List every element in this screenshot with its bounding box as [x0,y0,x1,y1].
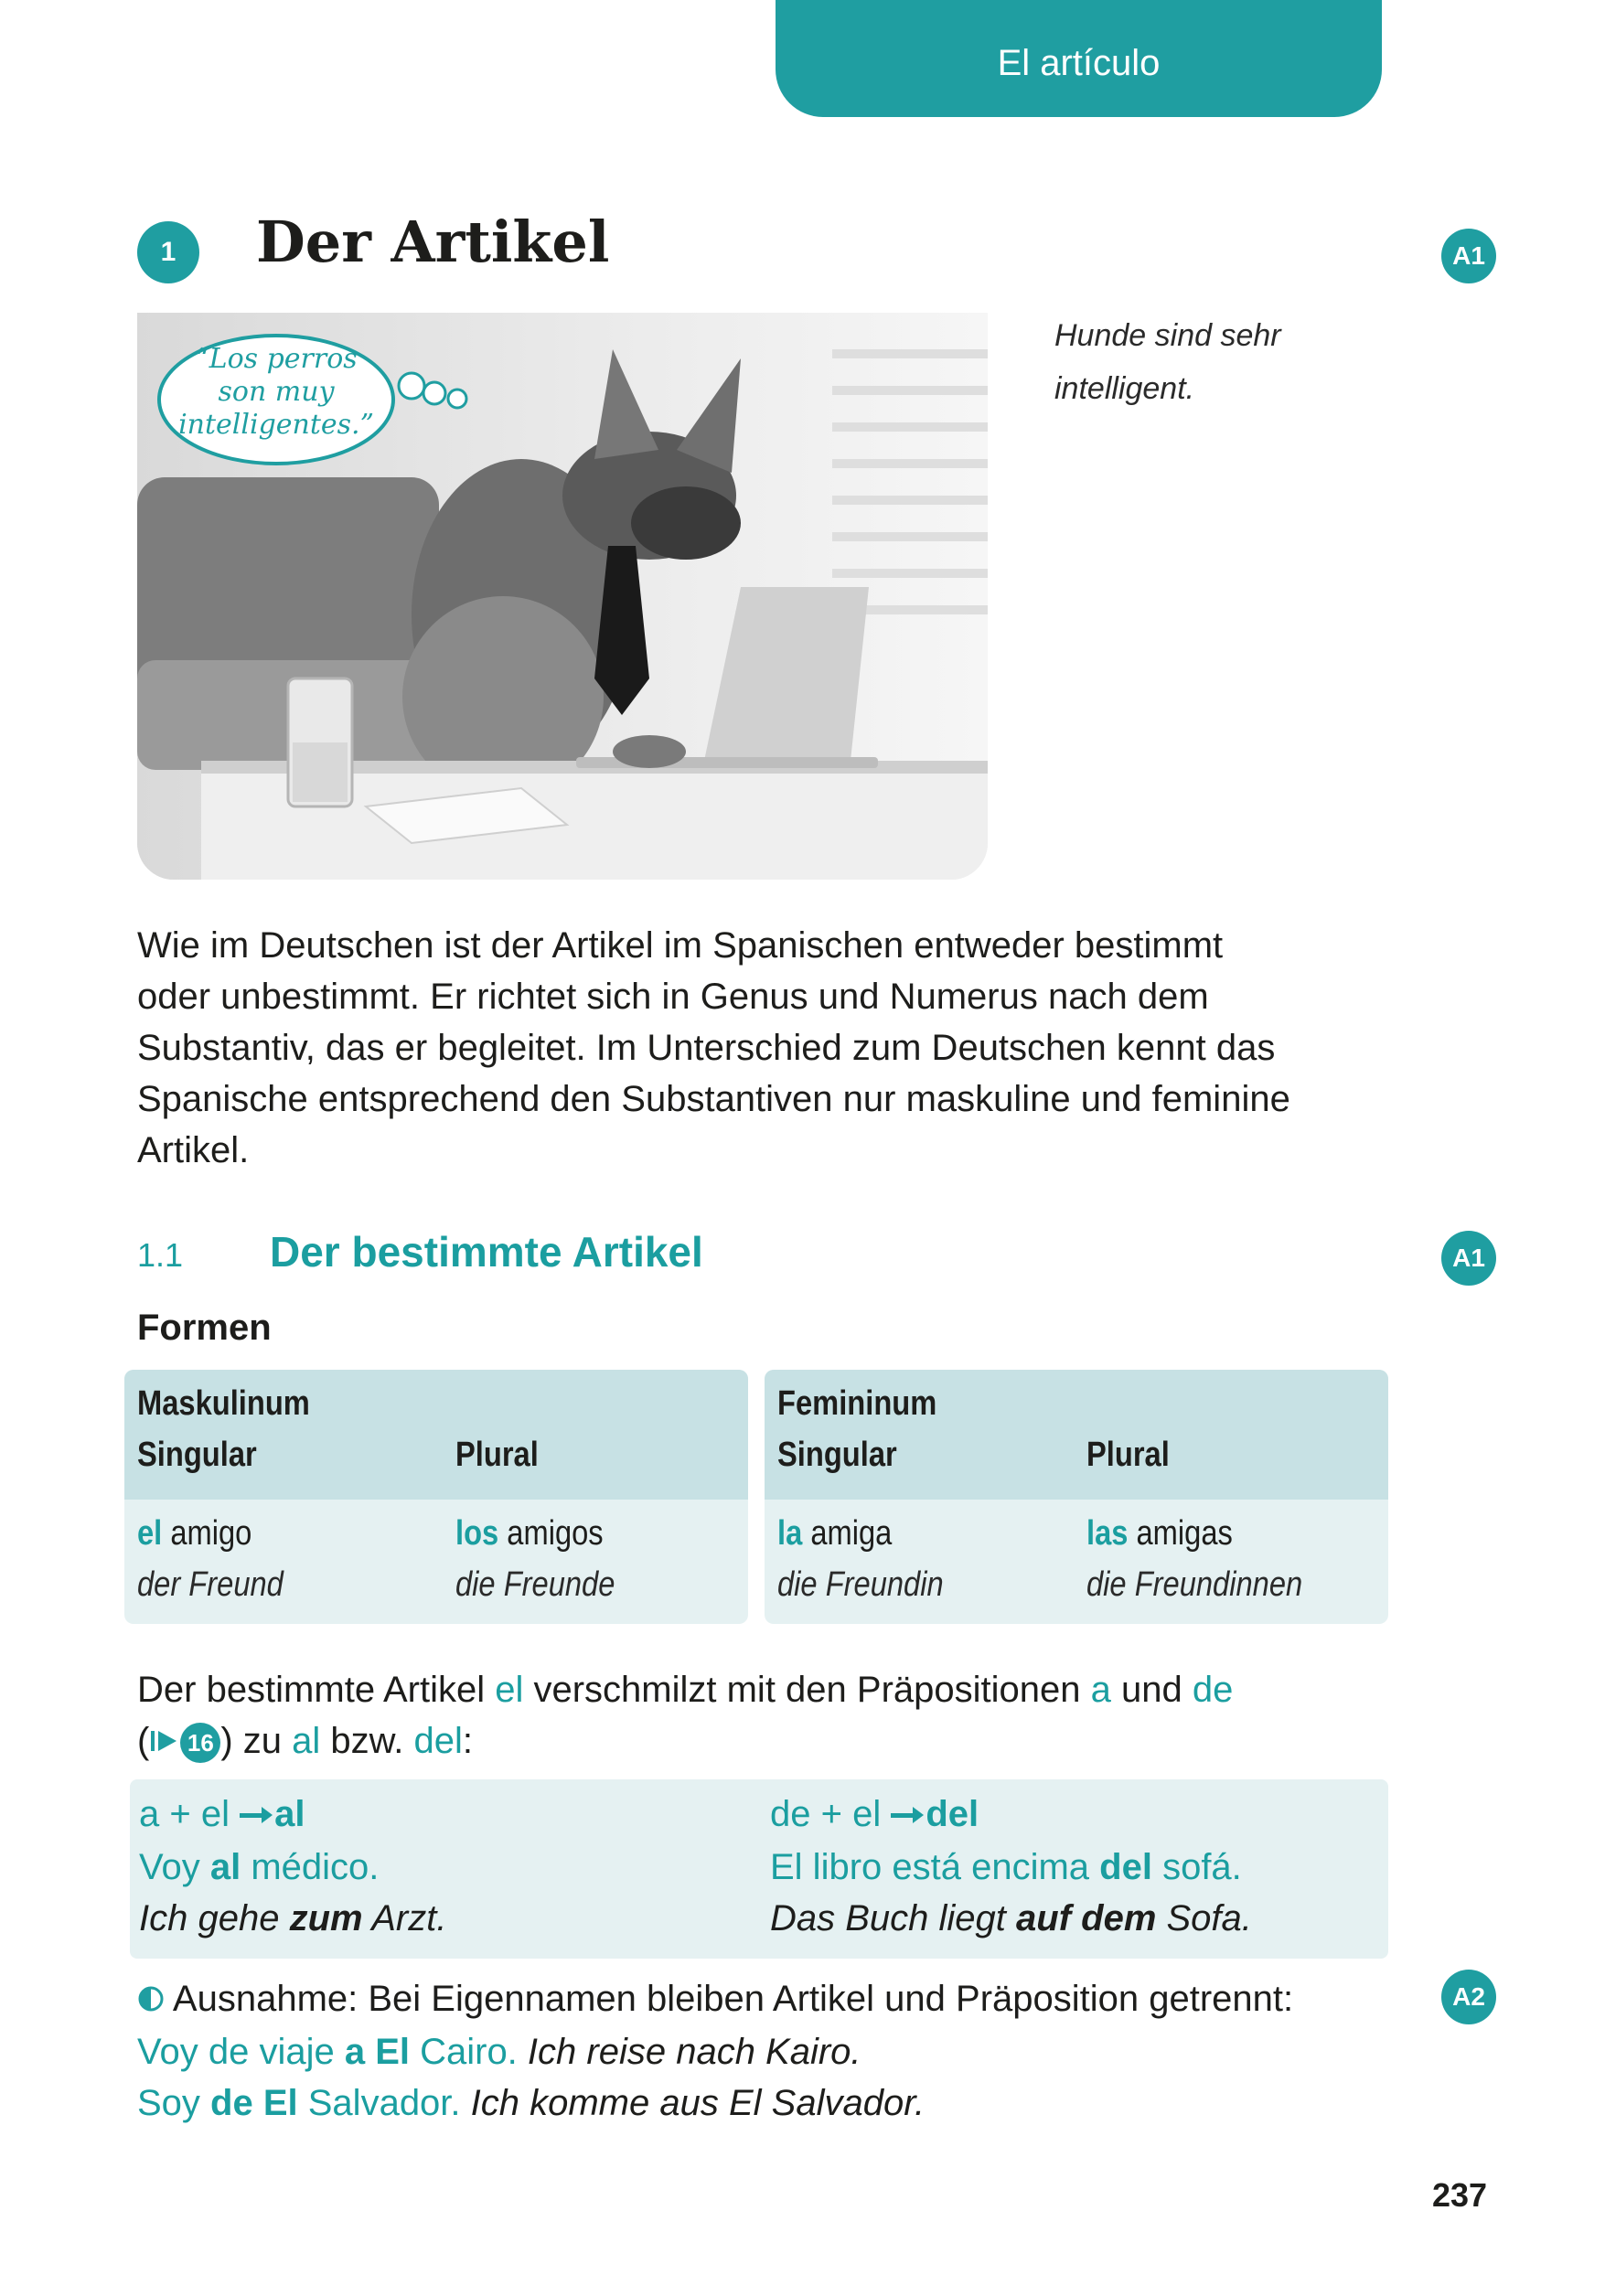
table-masculine [124,1370,748,1624]
table-feminine-header [765,1370,1388,1500]
word-al: al [292,1721,321,1761]
noun-amigas: amigas [1128,1514,1233,1553]
level-badge-exception: A2 [1441,1970,1496,2024]
rule-de-el: de + el del [770,1794,979,1834]
rule-a-el: a + el al [139,1794,305,1834]
article-los: los [455,1514,499,1553]
bubble-line-2: son muy [218,376,335,408]
level-badge-section: A1 [1441,1231,1496,1286]
article-el: el [137,1514,163,1553]
example-spanish-left: Voy al médico. [139,1847,380,1887]
word-de: de [1192,1670,1234,1710]
page-number: 237 [1432,2176,1488,2214]
noun-amigos: amigos [498,1514,604,1553]
chapter-title: Der Artikel [256,208,610,275]
bubble-line-1: “Los perros [195,343,358,375]
photo-caption: Hunde sind sehr intelligent. [1054,318,1281,406]
dog-photo [137,313,988,880]
cross-reference-arrow-icon [149,1717,180,1768]
translation-der-freund: der Freund [137,1565,284,1604]
translation-die-freundinnen: die Freundinnen [1086,1565,1303,1604]
contraction-paragraph: Der bestimmte Artikel el verschmilzt mit den Präpositionen a und de ( 16 ) zu al bzw. del: [137,1664,1418,1768]
noun-amiga: amiga [802,1514,893,1553]
cross-reference-link[interactable]: 16 [180,1723,220,1763]
plural-label: Plural [1086,1436,1170,1474]
section-title: Der bestimmte Artikel [270,1228,703,1276]
subheading-formen: Formen [137,1308,272,1348]
arrow-right-icon [240,1794,274,1835]
chapter-tab [776,0,1382,117]
example-spanish-right: El libro está encima del sofá. [770,1847,1242,1887]
example-german-left: Ich gehe zum Arzt. [139,1898,447,1938]
table-masculine-header [124,1370,748,1500]
intro-paragraph: Wie im Deutschen ist der Artikel im Spanischen entweder bestimmt oder unbestimmt. Er richtet sich in Genus und Numerus nach dem Substantiv, das er begleitet. Im Unterschied zum Deutschen kennt das Spanische entsprechend den Substantiven nur maskuline und feminine Artikel. [137,925,1290,1170]
exception-note: Ausnahme: Bei Eigennamen bleiben Artikel und Präposition getrennt: Voy de viaje a El Cairo. Ich reise nach Kairo. Soy de El Salvador. Ich komme aus El Salvador. [137,1973,1418,2129]
examples-box [130,1779,1388,1959]
arrow-right-icon [891,1794,926,1835]
plural-label: Plural [455,1436,539,1474]
translation-die-freundin: die Freundin [777,1565,944,1604]
table-feminine [765,1370,1388,1624]
gender-label: Femininum [777,1384,937,1423]
article-las: las [1086,1514,1129,1553]
bubble-line-3: intelligentes.” [178,409,374,441]
article-la: la [777,1514,803,1553]
level-badge-chapter: A1 [1441,229,1496,283]
section-number: 1.1 [137,1236,184,1274]
chapter-number-badge: 1 [137,221,199,283]
gender-label: Maskulinum [137,1384,310,1423]
word-el: el [495,1670,524,1710]
singular-label: Singular [137,1436,257,1474]
dog-at-laptop-illustration [137,313,988,880]
translation-die-freunde: die Freunde [455,1565,615,1604]
word-del: del [413,1721,463,1761]
example-german-right: Das Buch liegt auf dem Sofa. [770,1898,1252,1938]
chapter-tab-label: El artículo [997,42,1161,83]
half-circle-icon [137,1975,165,2026]
singular-label: Singular [777,1436,897,1474]
noun-amigo: amigo [162,1514,252,1553]
word-a: a [1090,1670,1111,1710]
